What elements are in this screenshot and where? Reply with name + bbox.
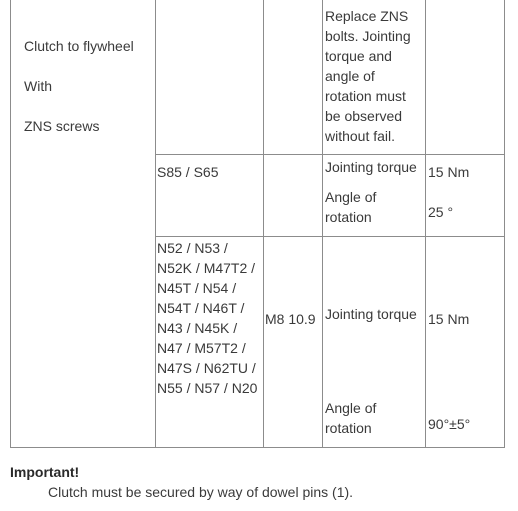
bolt-spec: M8 10.9 bbox=[265, 311, 316, 327]
models-cell: S85 / S65 bbox=[157, 164, 219, 180]
value-torque: 15 Nm bbox=[428, 164, 470, 180]
grid-line bbox=[425, 0, 426, 448]
models-cell: N52 / N53 / N52K / M47T2 / N45T / N54 / N54T / N46T / N43 / N45K / N47 / M57T2 / N47S / N62TU / N55 / N57 / N20 bbox=[157, 240, 258, 396]
param-jointing-torque: Jointing torque bbox=[325, 159, 417, 175]
grid-line bbox=[155, 236, 505, 237]
grid-line bbox=[10, 447, 505, 448]
param-jointing-torque: Jointing torque bbox=[325, 306, 417, 322]
param-angle-of-rotation: Angle of rotation bbox=[325, 400, 377, 436]
component-cell: Clutch to flywheel With ZNS screws bbox=[24, 38, 134, 134]
grid-line bbox=[504, 0, 505, 448]
grid-line bbox=[155, 0, 156, 448]
grid-line bbox=[10, 0, 11, 448]
param-angle-of-rotation: Angle of rotation bbox=[325, 189, 377, 225]
important-note: Clutch must be secured by way of dowel pins (1). bbox=[48, 484, 354, 500]
value-angle: 25 ° bbox=[428, 204, 454, 220]
value-torque: 15 Nm bbox=[428, 311, 470, 327]
instruction-cell: Replace ZNS bolts. Jointing torque and angle of rotation must be observed without fail. bbox=[325, 8, 411, 144]
value-angle: 90°±5° bbox=[428, 416, 471, 432]
grid-line bbox=[322, 0, 323, 448]
grid-line bbox=[263, 0, 264, 448]
important-label: Important! bbox=[10, 464, 80, 480]
grid-line bbox=[155, 154, 505, 155]
